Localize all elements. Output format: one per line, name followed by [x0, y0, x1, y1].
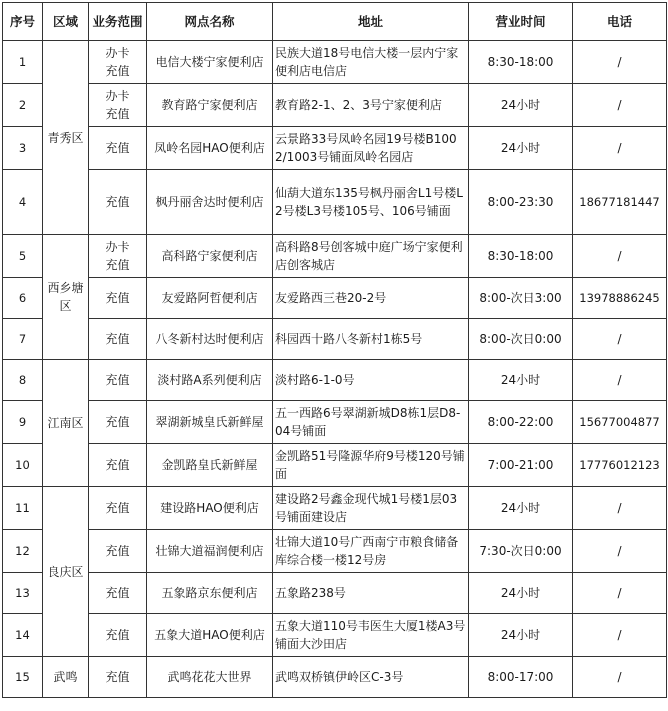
outlet-address: 民族大道18号电信大楼一层内宁家便利店电信店 — [273, 41, 469, 84]
row-no: 5 — [3, 235, 43, 278]
scope-cell: 充值 — [89, 401, 147, 444]
table-row — [3, 278, 667, 319]
table-row — [3, 657, 667, 698]
phone-number: 13978886245 — [573, 278, 667, 319]
business-hours: 24小时 — [469, 573, 573, 614]
outlet-name: 电信大楼宁家便利店 — [147, 41, 273, 84]
phone-number: 17776012123 — [573, 444, 667, 487]
district-cell: 良庆区 — [43, 487, 89, 657]
scope-cell: 充值 — [89, 530, 147, 573]
header-hours: 营业时间 — [469, 3, 573, 41]
outlet-address: 淡村路6-1-0号 — [273, 360, 469, 401]
header-row — [3, 3, 667, 41]
business-hours: 7:00-21:00 — [469, 444, 573, 487]
outlet-address: 金凯路51号隆源华府9号楼120号铺面 — [273, 444, 469, 487]
scope-cell — [89, 84, 147, 127]
scope-cell: 充值 — [89, 573, 147, 614]
row-no: 11 — [3, 487, 43, 530]
phone-number: / — [573, 573, 667, 614]
business-hours: 8:00-23:30 — [469, 170, 573, 235]
row-no: 7 — [3, 319, 43, 360]
outlet-name: 五象路京东便利店 — [147, 573, 273, 614]
table-row — [3, 360, 667, 401]
table-row — [3, 573, 667, 614]
row-no: 4 — [3, 170, 43, 235]
header-name: 网点名称 — [147, 3, 273, 41]
phone-number: / — [573, 530, 667, 573]
table-row — [3, 444, 667, 487]
scope-cell: 充值 — [89, 360, 147, 401]
outlet-name: 高科路宁家便利店 — [147, 235, 273, 278]
table-row — [3, 319, 667, 360]
scope-cell: 充值 — [89, 657, 147, 698]
outlet-name: 武鸣花花大世界 — [147, 657, 273, 698]
scope-cell: 充值 — [89, 614, 147, 657]
phone-number: / — [573, 41, 667, 84]
district-cell: 西乡塘区 — [43, 235, 89, 360]
scope-line: 办卡 充值 — [105, 46, 130, 78]
outlet-address: 武鸣双桥镇伊岭区C-3号 — [273, 657, 469, 698]
outlet-name: 壮锦大道福润便利店 — [147, 530, 273, 573]
outlet-address: 五象路238号 — [273, 573, 469, 614]
district-cell: 江南区 — [43, 360, 89, 487]
outlet-address: 建设路2号鑫金现代城1号楼1层03号铺面建设店 — [273, 487, 469, 530]
business-hours: 24小时 — [469, 360, 573, 401]
scope-line: 办卡 充值 — [105, 240, 130, 272]
scope-cell: 充值 — [89, 278, 147, 319]
district-cell: 武鸣 — [43, 657, 89, 698]
scope-line: 办卡 充值 — [105, 89, 130, 121]
row-no: 14 — [3, 614, 43, 657]
row-no: 12 — [3, 530, 43, 573]
business-hours: 8:00-17:00 — [469, 657, 573, 698]
outlet-name: 友爱路阿哲便利店 — [147, 278, 273, 319]
row-no: 8 — [3, 360, 43, 401]
outlet-address: 仙葫大道东135号枫丹丽舍L1号楼L2号楼L3号楼105号、106号铺面 — [273, 170, 469, 235]
header-scope: 业务范围 — [89, 3, 147, 41]
table-row — [3, 84, 667, 127]
header-no: 序号 — [3, 3, 43, 41]
district-cell: 青秀区 — [43, 41, 89, 235]
table-row — [3, 401, 667, 444]
row-no: 15 — [3, 657, 43, 698]
outlet-name: 凤岭名园HAO便利店 — [147, 127, 273, 170]
scope-cell: 充值 — [89, 487, 147, 530]
scope-cell: 充值 — [89, 444, 147, 487]
scope-cell: 充值 — [89, 127, 147, 170]
phone-number: / — [573, 84, 667, 127]
business-hours: 24小时 — [469, 614, 573, 657]
business-hours: 8:00-22:00 — [469, 401, 573, 444]
scope-cell: 充值 — [89, 170, 147, 235]
outlet-name: 教育路宁家便利店 — [147, 84, 273, 127]
header-district: 区域 — [43, 3, 89, 41]
scope-cell — [89, 235, 147, 278]
phone-number: 18677181447 — [573, 170, 667, 235]
scope-cell: 充值 — [89, 319, 147, 360]
row-no: 10 — [3, 444, 43, 487]
phone-number: / — [573, 360, 667, 401]
business-hours: 24小时 — [469, 84, 573, 127]
row-no: 6 — [3, 278, 43, 319]
outlet-address: 科园西十路八冬新村1栋5号 — [273, 319, 469, 360]
outlet-name: 枫丹丽舍达时便利店 — [147, 170, 273, 235]
phone-number: / — [573, 614, 667, 657]
row-no: 1 — [3, 41, 43, 84]
table-row — [3, 170, 667, 235]
outlet-name: 翠湖新城皇氏新鲜屋 — [147, 401, 273, 444]
outlet-name: 五象大道HAO便利店 — [147, 614, 273, 657]
outlet-address: 高科路8号创客城中庭广场宁家便利店创客城店 — [273, 235, 469, 278]
outlet-table — [2, 2, 667, 698]
table-row — [3, 127, 667, 170]
table-row — [3, 614, 667, 657]
scope-cell — [89, 41, 147, 84]
business-hours: 8:00-次日0:00 — [469, 319, 573, 360]
outlet-name: 金凯路皇氏新鲜屋 — [147, 444, 273, 487]
outlet-address: 壮锦大道10号广西南宁市粮食储备库综合楼一楼12号房 — [273, 530, 469, 573]
table-row — [3, 41, 667, 84]
business-hours: 7:30-次日0:00 — [469, 530, 573, 573]
row-no: 3 — [3, 127, 43, 170]
row-no: 9 — [3, 401, 43, 444]
outlet-address: 五象大道110号韦医生大厦1楼A3号铺面大沙田店 — [273, 614, 469, 657]
outlet-address: 五一西路6号翠湖新城D8栋1层D8-04号铺面 — [273, 401, 469, 444]
business-hours: 8:30-18:00 — [469, 41, 573, 84]
business-hours: 24小时 — [469, 127, 573, 170]
phone-number: / — [573, 319, 667, 360]
outlet-address: 云景路33号凤岭名园19号楼B1002/1003号铺面凤岭名园店 — [273, 127, 469, 170]
header-phone: 电话 — [573, 3, 667, 41]
phone-number: 15677004877 — [573, 401, 667, 444]
business-hours: 24小时 — [469, 487, 573, 530]
header-address: 地址 — [273, 3, 469, 41]
outlet-address: 友爱路西三巷20-2号 — [273, 278, 469, 319]
business-hours: 8:30-18:00 — [469, 235, 573, 278]
table-row — [3, 487, 667, 530]
business-hours: 8:00-次日3:00 — [469, 278, 573, 319]
phone-number: / — [573, 487, 667, 530]
table-row — [3, 235, 667, 278]
row-no: 13 — [3, 573, 43, 614]
outlet-name: 淡村路A系列便利店 — [147, 360, 273, 401]
row-no: 2 — [3, 84, 43, 127]
phone-number: / — [573, 657, 667, 698]
outlet-name: 建设路HAO便利店 — [147, 487, 273, 530]
phone-number: / — [573, 127, 667, 170]
outlet-address: 教育路2-1、2、3号宁家便利店 — [273, 84, 469, 127]
outlet-name: 八冬新村达时便利店 — [147, 319, 273, 360]
table-row — [3, 530, 667, 573]
phone-number: / — [573, 235, 667, 278]
